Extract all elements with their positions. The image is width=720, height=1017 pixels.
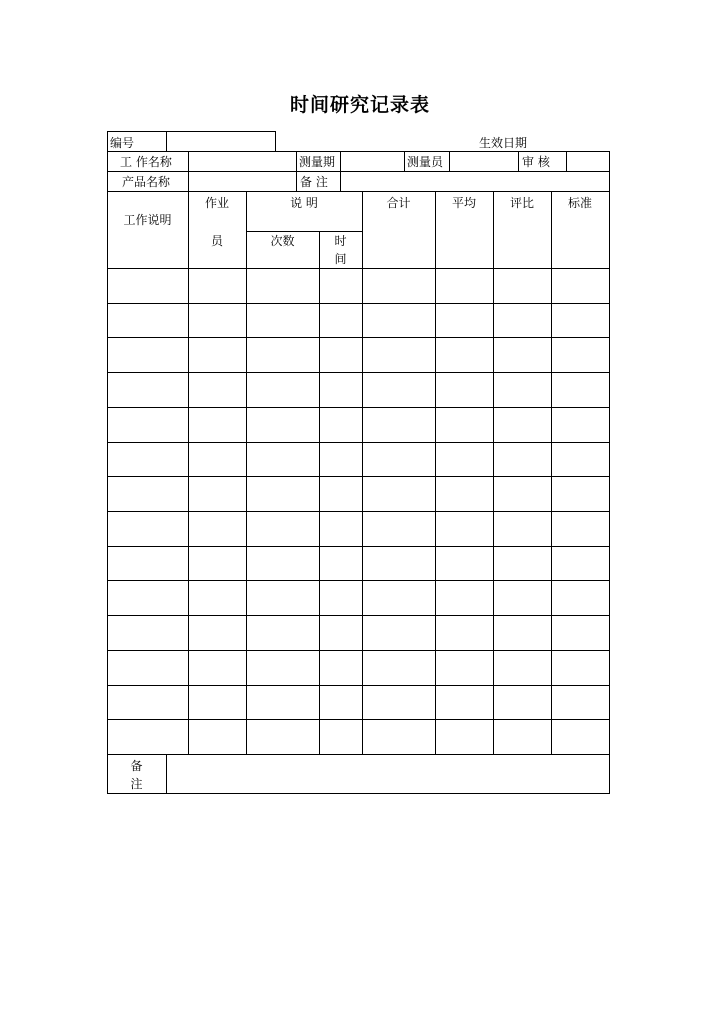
line: [296, 151, 297, 191]
count-header: 次数: [270, 234, 295, 248]
line: [107, 131, 108, 794]
time-header-bottom: 间: [334, 252, 347, 266]
operator-header-top: 作业: [204, 196, 229, 210]
line: [107, 191, 610, 192]
row-line: [107, 580, 610, 581]
line: [188, 191, 189, 754]
row-line: [107, 476, 610, 477]
row-line: [107, 615, 610, 616]
average-header: 平均: [451, 196, 476, 210]
line: [551, 191, 552, 754]
row-line: [107, 546, 610, 547]
row-line: [107, 372, 610, 373]
line: [246, 231, 363, 232]
review-label: 审 核: [522, 155, 550, 169]
line: [188, 151, 189, 191]
line: [435, 191, 436, 754]
remark-label: 备 注: [300, 175, 328, 189]
line: [107, 151, 610, 152]
line: [340, 151, 341, 191]
line: [275, 131, 276, 151]
footer-remark-top: 备: [130, 759, 143, 773]
product-name-label: 产品名称: [122, 175, 171, 189]
measurer-label: 测量员: [407, 155, 444, 169]
line: [166, 131, 167, 151]
line: [493, 191, 494, 754]
effective-date-label: 生效日期: [479, 136, 528, 150]
row-line: [107, 268, 610, 269]
line: [404, 151, 405, 171]
page-title: 时间研究记录表: [289, 94, 430, 116]
line: [609, 151, 610, 794]
row-line: [107, 303, 610, 304]
work-desc-header: 工作说明: [123, 213, 172, 227]
row-line: [107, 650, 610, 651]
row-line: [107, 337, 610, 338]
rating-header: 评比: [509, 196, 534, 210]
row-line: [107, 511, 610, 512]
line: [166, 754, 167, 794]
line: [449, 151, 450, 171]
row-line: [107, 442, 610, 443]
row-line: [107, 407, 610, 408]
operator-header-bottom: 员: [210, 234, 223, 248]
time-header-top: 时: [334, 234, 347, 248]
measure-period-label: 测量期: [299, 155, 336, 169]
line: [246, 191, 247, 754]
line: [107, 793, 610, 794]
footer-remark-bottom: 注: [130, 777, 143, 791]
number-label: 编号: [110, 136, 135, 150]
line: [566, 151, 567, 171]
explain-header: 说 明: [290, 196, 318, 210]
job-name-label: 工 作名称: [120, 155, 172, 169]
line: [362, 191, 363, 754]
row-line: [107, 754, 610, 755]
total-header: 合计: [386, 196, 411, 210]
line: [319, 231, 320, 754]
line: [107, 131, 276, 132]
row-line: [107, 685, 610, 686]
line: [518, 151, 519, 171]
line: [107, 171, 610, 172]
row-line: [107, 719, 610, 720]
standard-header: 标准: [567, 196, 592, 210]
